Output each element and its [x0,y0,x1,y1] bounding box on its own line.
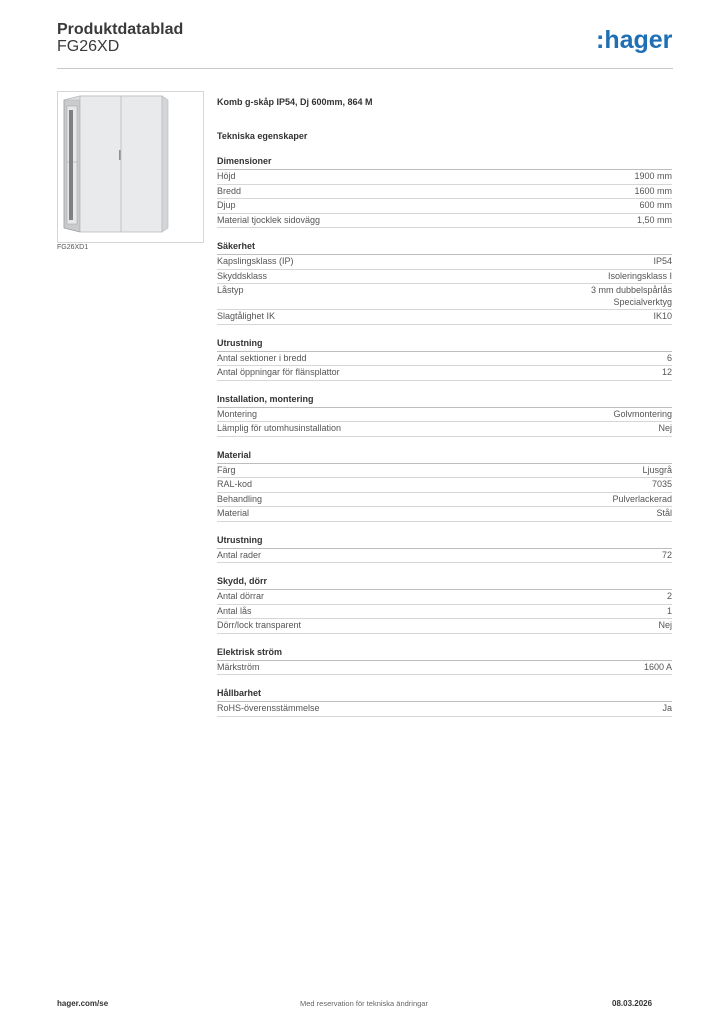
footer-website: hager.com/se [57,999,109,1008]
spec-label: Kapslingsklass (IP) [217,256,294,266]
spec-group-title: Installation, montering [217,393,672,408]
spec-row [217,422,672,437]
spec-label: RAL-kod [217,479,253,489]
spec-label: Material tjocklek sidovägg [217,214,321,225]
spec-row [217,170,672,185]
product-code: FG26XD [57,38,120,55]
spec-group-title: Elektrisk ström [217,646,672,661]
spec-row [217,619,672,634]
spec-group [217,337,672,381]
spec-row [217,366,672,381]
spec-value: 600 mm [639,200,672,210]
spec-row [217,352,672,367]
spec-row [217,270,672,285]
spec-row [217,199,672,214]
spec-group-title: Skydd, dörr [217,575,672,590]
spec-group-title: Dimensioner [217,155,672,170]
spec-group [217,393,672,437]
spec-content [217,95,672,717]
spec-row [217,255,672,270]
spec-label: Antal öppningar för flänsplattor [217,367,340,377]
spec-value: 1 [666,605,672,616]
spec-value: Isoleringsklass I [607,270,672,281]
spec-label: Skyddsklass [217,270,268,281]
spec-row [217,661,672,676]
spec-row [217,549,672,564]
spec-row [217,310,672,325]
spec-label: Antal rader [217,549,262,560]
hager-logo [596,25,674,55]
spec-group-title: Utrustning [217,337,672,352]
spec-label: Behandling [217,493,263,504]
spec-row [217,702,672,717]
spec-group-title: Material [217,449,672,464]
spec-value: IK10 [653,311,672,321]
spec-value: Stål [656,508,672,518]
spec-row [217,408,672,423]
page-title: Produktdatablad [57,21,184,38]
spec-row [217,590,672,605]
section-title: Tekniska egenskaper [217,131,308,141]
spec-value: 2 [666,591,672,601]
spec-value: 1600 A [643,661,672,672]
spec-label: Montering [217,408,258,419]
spec-label: Antal lås [217,605,252,616]
product-name: Komb g-skåp IP54, Dj 600mm, 864 M [217,97,373,107]
spec-value: Pulverlackerad [612,493,672,504]
spec-label: Slagtålighet IK [217,311,276,321]
product-image [57,91,204,243]
spec-label: RoHS-överensstämmelse [217,703,320,713]
footer-date: 08.03.2026 [612,999,653,1008]
spec-label: Märkström [217,661,260,672]
spec-value: Nej [658,620,672,630]
spec-label: Bredd [217,185,242,196]
spec-value: Nej [658,423,672,433]
header-divider [57,68,673,69]
spec-value: 3 mm dubbelspårlås Specialverktyg [590,285,672,307]
spec-row [217,284,672,310]
spec-group [217,646,672,676]
spec-label: Lämplig för utomhusinstallation [217,423,342,433]
spec-group [217,534,672,564]
spec-value: 7035 [651,479,672,489]
spec-label: Antal dörrar [217,591,265,601]
spec-group [217,240,672,325]
spec-value: 72 [661,549,672,560]
spec-label: Antal sektioner i bredd [217,352,307,363]
footer-note: Med reservation för tekniska ändringar [300,999,428,1008]
spec-row [217,493,672,508]
spec-group [217,687,672,717]
spec-value: Golvmontering [613,408,672,419]
spec-label: Djup [217,200,236,210]
spec-groups [217,155,672,717]
spec-label: Dörr/lock transparent [217,620,302,630]
spec-row [217,185,672,200]
spec-row [217,464,672,479]
spec-row [217,507,672,522]
spec-label: Höjd [217,171,236,181]
spec-group-title: Utrustning [217,534,672,549]
cabinet-icon [58,92,203,242]
spec-group-title: Hållbarhet [217,687,672,702]
spec-label: Färg [217,464,236,475]
spec-row [217,214,672,229]
spec-row [217,605,672,620]
spec-label: Låstyp [217,285,244,295]
spec-group [217,155,672,228]
spec-value: 6 [666,352,672,363]
spec-group [217,449,672,522]
image-caption: FG26XD1 [57,244,89,251]
spec-row [217,478,672,493]
spec-value: 12 [661,367,672,377]
logo-text: :hager [596,26,673,54]
spec-value: Ja [662,703,672,713]
spec-group-title: Säkerhet [217,240,672,255]
spec-value: Ljusgrå [642,464,672,475]
spec-label: Material [217,508,250,518]
spec-value: 1600 mm [634,185,672,196]
spec-value: 1900 mm [634,171,672,181]
spec-value: 1,50 mm [636,214,672,225]
spec-group [217,575,672,634]
spec-value: IP54 [653,256,672,266]
